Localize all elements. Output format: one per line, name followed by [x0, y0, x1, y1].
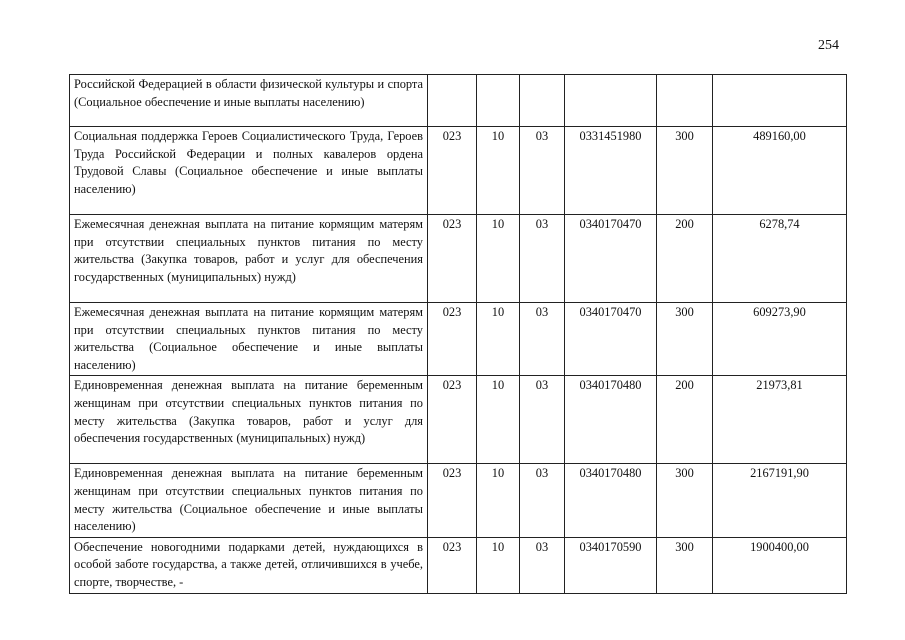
- target-article-cell: 0340170470: [565, 215, 657, 303]
- target-article-cell: 0340170480: [565, 464, 657, 537]
- table-row: [70, 75, 847, 127]
- admin-code-cell: 023: [428, 127, 477, 215]
- row-description: Единовременная денежная выплата на питание беременным женщинам при отсутствии специальных пунктов питания по месту жительства (Социальное обеспечение и иные выплаты населению): [70, 464, 428, 537]
- admin-code-cell: 023: [428, 303, 477, 376]
- admin-code-cell: 023: [428, 215, 477, 303]
- row-description: Ежемесячная денежная выплата на питание кормящим матерям при отсутствии специальных пунктов питания по месту жительства (Закупка товаров, работ и услуг для обеспечения государственных (муниципальных) нужд): [70, 215, 428, 303]
- amount-cell: [713, 75, 847, 127]
- target-article-cell: 0331451980: [565, 127, 657, 215]
- row-description: Ежемесячная денежная выплата на питание кормящим матерям при отсутствии специальных пунктов питания по месту жительства (Социальное обеспечение и иные выплаты населению): [70, 303, 428, 376]
- amount-cell: 1900400,00: [713, 537, 847, 593]
- subsection-cell: 03: [520, 537, 565, 593]
- admin-code-cell: 023: [428, 537, 477, 593]
- table-row: [70, 303, 847, 376]
- amount-cell: 21973,81: [713, 376, 847, 464]
- row-description: Единовременная денежная выплата на питание беременным женщинам при отсутствии специальных пунктов питания по месту жительства (Закупка товаров, работ и услуг для обеспечения государственных (муниципальных) нужд): [70, 376, 428, 464]
- admin-code-cell: 023: [428, 464, 477, 537]
- subsection-cell: 03: [520, 464, 565, 537]
- expense-type-cell: 300: [657, 127, 713, 215]
- table-row: [70, 537, 847, 593]
- expense-type-cell: 200: [657, 215, 713, 303]
- table-row: [70, 127, 847, 215]
- target-article-cell: [565, 75, 657, 127]
- section-cell: 10: [477, 464, 520, 537]
- expense-type-cell: 300: [657, 464, 713, 537]
- amount-cell: 2167191,90: [713, 464, 847, 537]
- subsection-cell: 03: [520, 303, 565, 376]
- section-cell: [477, 75, 520, 127]
- subsection-cell: 03: [520, 376, 565, 464]
- subsection-cell: 03: [520, 215, 565, 303]
- target-article-cell: 0340170470: [565, 303, 657, 376]
- admin-code-cell: [428, 75, 477, 127]
- section-cell: 10: [477, 537, 520, 593]
- section-cell: 10: [477, 303, 520, 376]
- subsection-cell: 03: [520, 127, 565, 215]
- target-article-cell: 0340170480: [565, 376, 657, 464]
- row-description: Социальная поддержка Героев Социалистического Труда, Героев Труда Российской Федерации и полных кавалеров ордена Трудовой Славы (Социальное обеспечение и иные выплаты населению): [70, 127, 428, 215]
- section-cell: 10: [477, 376, 520, 464]
- section-cell: 10: [477, 215, 520, 303]
- table-row: [70, 464, 847, 537]
- row-description: Обеспечение новогодними подарками детей, нуждающихся в особой заботе государства, а также детей, отличившихся в учебе, спорте, творчестве, -: [70, 537, 428, 593]
- expense-type-cell: 300: [657, 303, 713, 376]
- budget-table: [69, 74, 847, 594]
- row-description: Российской Федерацией в области физической культуры и спорта (Социальное обеспечение и иные выплаты населению): [70, 75, 428, 127]
- section-cell: 10: [477, 127, 520, 215]
- table-row: [70, 376, 847, 464]
- table-row: [70, 215, 847, 303]
- amount-cell: 609273,90: [713, 303, 847, 376]
- amount-cell: 6278,74: [713, 215, 847, 303]
- page-number: 254: [818, 38, 839, 53]
- expense-type-cell: 200: [657, 376, 713, 464]
- amount-cell: 489160,00: [713, 127, 847, 215]
- target-article-cell: 0340170590: [565, 537, 657, 593]
- subsection-cell: [520, 75, 565, 127]
- admin-code-cell: 023: [428, 376, 477, 464]
- expense-type-cell: 300: [657, 537, 713, 593]
- expense-type-cell: [657, 75, 713, 127]
